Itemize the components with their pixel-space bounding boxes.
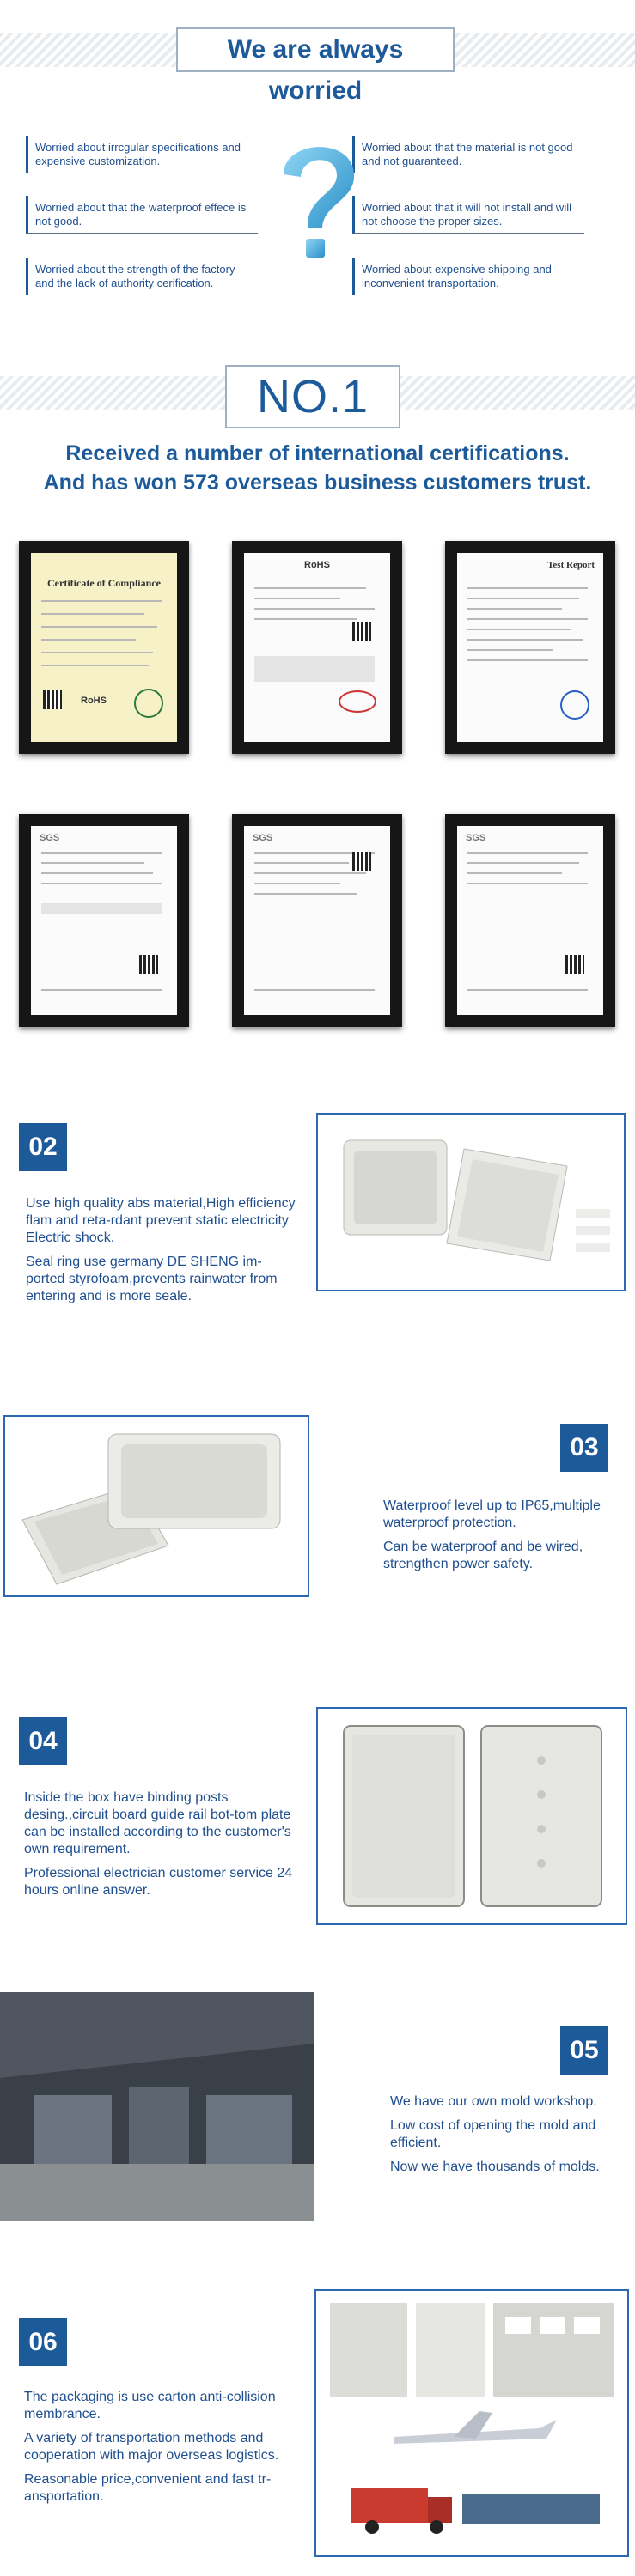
- page-title: We are always worried: [176, 27, 455, 72]
- certificate-frame: [445, 814, 615, 1027]
- feature-text: Waterproof level up to IP65,multiple waterproof protection.: [383, 1498, 601, 1530]
- worry-item: Worried about expensive shipping and inconvenient transportation.: [352, 258, 584, 295]
- feature-text: We have our own mold workshop.: [390, 2094, 597, 2109]
- rohs-mark: RoHS: [81, 696, 107, 706]
- product-image: [3, 1415, 309, 1597]
- certificate-frame: [232, 541, 402, 754]
- certificate-frame: [445, 541, 615, 754]
- feature-description: [26, 1195, 301, 1312]
- feature-description: [383, 1498, 632, 1580]
- feature-number: 02: [19, 1123, 67, 1171]
- certificate-frame: [19, 814, 189, 1027]
- certificate-title: SGS: [253, 833, 273, 843]
- worry-item: Worried about that the waterproof effece is not good.: [26, 196, 258, 234]
- headline-line-1: Received a number of international certifications.: [65, 441, 570, 465]
- worry-item: Worried about that the material is not good and not guaranteed.: [352, 136, 584, 173]
- feature-number: 04: [19, 1717, 67, 1765]
- certificate-frame: [19, 541, 189, 754]
- feature-text: Now we have thousands of molds.: [390, 2160, 600, 2174]
- feature-description: [24, 1789, 299, 1906]
- product-image: [316, 1707, 627, 1925]
- feature-text: The packaging is use carton anti-collision membrance.: [24, 2390, 276, 2421]
- feature-text: Low cost of opening the mold and efficient.: [390, 2118, 596, 2150]
- worry-item: Worried about irrcgular specifications and expensive customization.: [26, 136, 258, 173]
- headline-line-2: And has won 573 overseas business customers trust.: [43, 471, 592, 495]
- worry-item: Worried about that it will not install and will not choose the proper sizes.: [352, 196, 584, 234]
- question-mark-icon: [258, 127, 378, 282]
- section-title: NO.1: [225, 365, 400, 428]
- certificate-title: Test Report: [547, 560, 595, 570]
- certificate-frame: [232, 814, 402, 1027]
- feature-description: [390, 2093, 631, 2183]
- certificate-title: Certificate of Compliance: [47, 577, 161, 589]
- product-image: [316, 1113, 626, 1291]
- feature-number: 03: [560, 1424, 608, 1472]
- feature-text: Reasonable price,convenient and fast tr-ansportation.: [24, 2472, 272, 2504]
- certificate-title: SGS: [40, 833, 60, 843]
- feature-text: Can be waterproof and be wired, strengthen power safety.: [383, 1540, 583, 1571]
- feature-text: A variety of transportation methods and cooperation with major overseas logistics.: [24, 2431, 279, 2463]
- feature-number: 05: [560, 2026, 608, 2075]
- feature-text: Seal ring use germany DE SHENG im-ported styrofoam,prevents rainwater from entering and is more seale.: [26, 1255, 278, 1303]
- workshop-photo: [0, 1992, 314, 2221]
- feature-text: Professional electrician customer service 24 hours online answer.: [24, 1866, 293, 1898]
- feature-description: [24, 2389, 308, 2512]
- feature-number: 06: [19, 2318, 67, 2366]
- logistics-image: [314, 2289, 629, 2557]
- feature-text: Use high quality abs material,High efficiency flam and reta-rdant prevent static electricity Electric shock.: [26, 1196, 296, 1245]
- certificate-title: RoHS: [304, 560, 330, 570]
- certificate-title: SGS: [466, 833, 486, 843]
- feature-text: Inside the box have binding posts desing.,circuit board guide rail bot-tom plate can be installed according to the customer's own requirement.: [24, 1790, 291, 1856]
- worry-item: Worried about the strength of the factory and the lack of authority cerification.: [26, 258, 258, 295]
